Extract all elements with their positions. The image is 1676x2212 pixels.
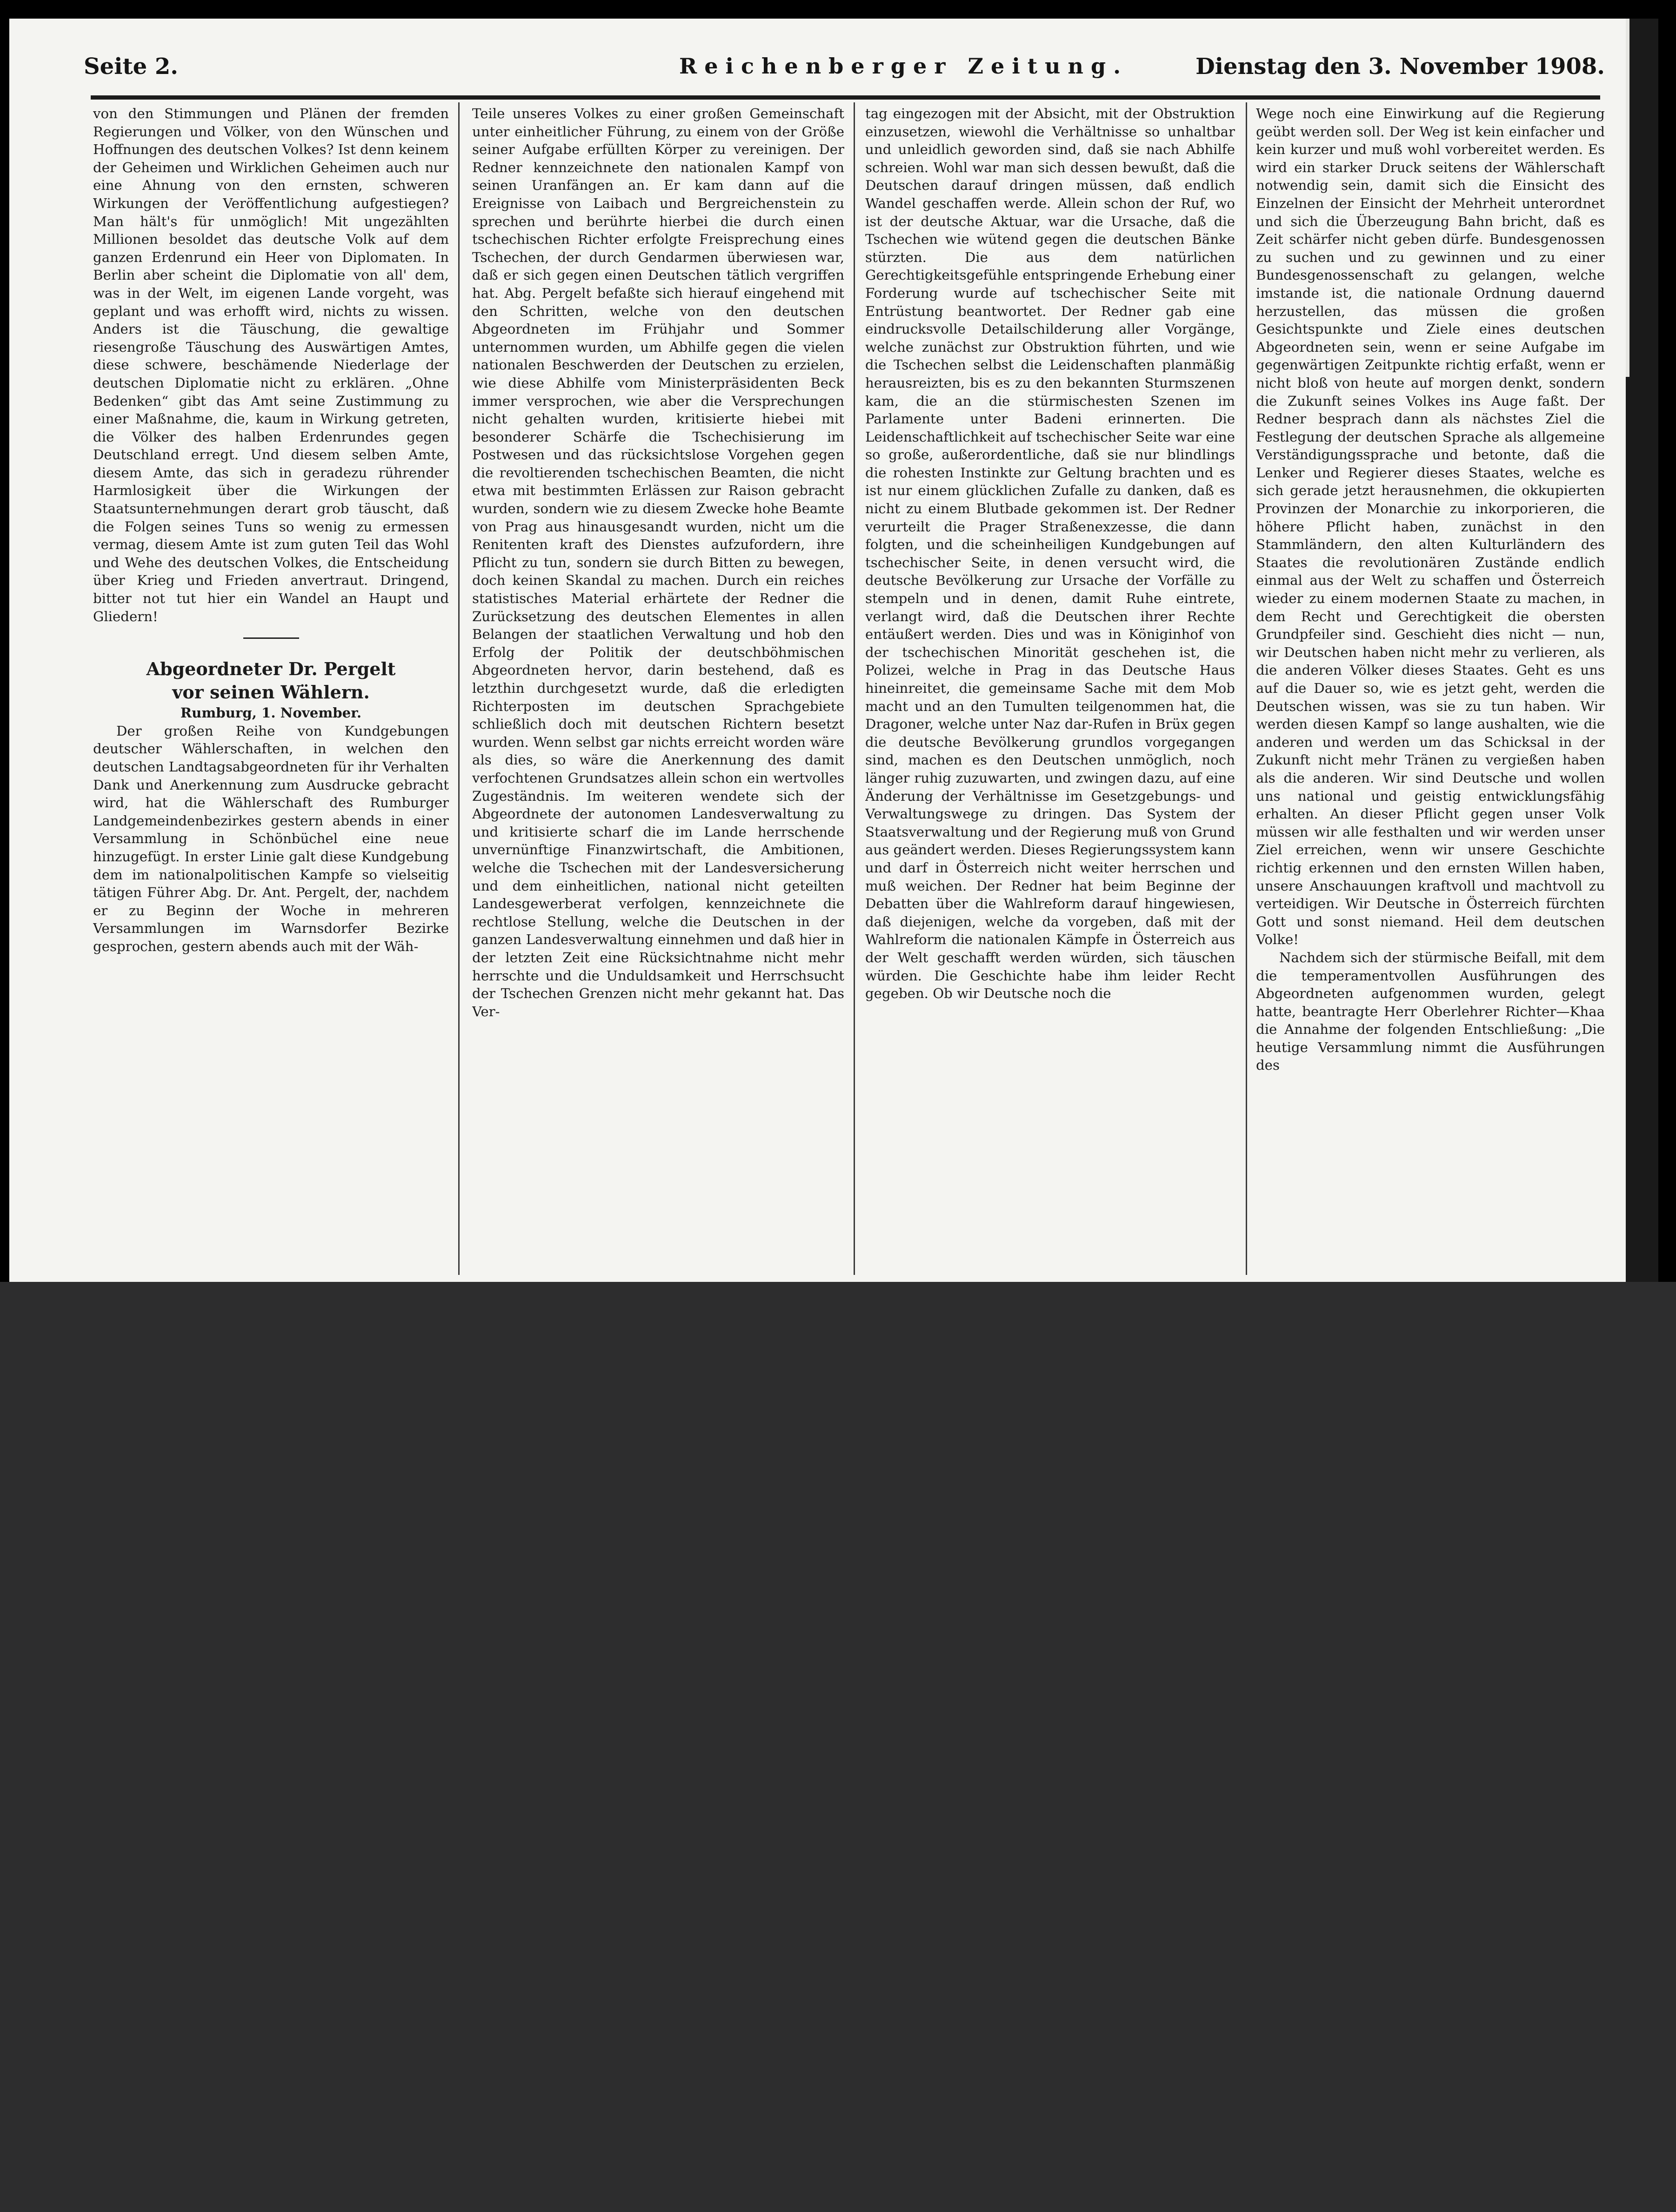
article-column-3 [865,105,1235,1268]
article-text: Der großen Reihe von Kundgebungen deutscher Wählerschaften, in welchen den deutschen Landtagsabgeordneten für ihr Verhalten Dank und Anerkennung zum Ausdrucke gebracht wird, hat die Wählerschaft des Rumburger Landgemeindenbezirkes gestern abends in einer Versammlung in Schönbüchel eine neue hinzugefügt. In erster Linie galt diese Kundgebung dem im nationalpolitischen Kampfe so vielseitig tätigen Führer Abg. Dr. Ant. Pergelt, der, nachdem er zu Beginn der Woche in mehreren Versammlungen im Warnsdorfer Bezirke gesprochen, gestern abends auch mit der Wäh- [93,723,449,954]
article-text: tag eingezogen mit der Absicht, mit der Obstruktion einzusetzen, wiewohl die Verhältnisse so unhaltbar und unleidlich geworden sind, daß sie nach Abhilfe schreien. Wohl war man sich dessen bewußt, daß die Deutschen darauf dringen müssen, daß endlich Wandel geschaffen werde. Allein schon der Ruf, wo ist der deutsche Aktuar, war die Ursache, daß die Tschechen wie wütend gegen die deutschen Bänke stürzten. Die aus dem natürlichen Gerechtigkeitsgefühle entspringende Erhebung einer Forderung wurde auf tschechischer Seite mit Entrüstung beantwortet. Der Redner gab eine eindrucksvolle Detailschilderung aller Vorgänge, welche zunächst zur Obstruktion führten, und wie die Tschechen selbst die Leidenschaften planmäßig herausreizten, bis es zu den bekannten Sturmszenen kam, die an die stürmischesten Szenen im Parlamente unter Badeni erinnerten. Die Leidenschaftlichkeit auf tschechischer Seite war eine so große, außerordentliche, daß sie nur blindlings die rohesten Instinkte zur Geltung brachten und es ist nur einem glücklichen Zufalle zu danken, daß es nicht zu einem Blutbade gekommen ist. Der Redner verurteilt die Prager Straßenexzesse, die dann folgten, und die scheinheiligen Kundgebungen auf tschechischer Seite, in denen versucht wird, die deutsche Bevölkerung zur Ursache der Vorfälle zu stempeln und in denen, damit Ruhe eintrete, verlangt wird, daß die Deutschen ihrer Rechte entäußert werden. Dies und was in Königinhof von der tschechischen Minorität geschehen ist, die Polizei, welche in Prag in das Deutsche Haus hineinreitet, die gemeinsame Sache mit dem Mob macht und an den Tumulten teilgenommen hat, die Dragoner, welche unter Naz dar-Rufen in Brüx gegen die deutsche Bevölkerung grundlos vorgegangen sind, machen es den Deutschen unmöglich, noch länger ruhig zuzuwarten, und zwingen dazu, auf eine Änderung der Verhältnisse im Gesetzgebungs- und Verwaltungswege zu dringen. Das System der Staatsverwaltung und der Regierung muß von Grund aus geändert werden. Dieses Regierungssystem kann und darf in Österreich nicht weiter herrschen und muß weichen. Der Redner hat beim Beginne der Debatten über die Wahlreform darauf hingewiesen, daß diejenigen, welche da vorgeben, daß mit der Wahlreform die nationalen Kämpfe in Österreich aus der Welt geschafft werden würden, sich täuschen würden. Die Geschichte habe ihm leider Recht gegeben. Ob wir Deutsche noch die [865,106,1235,1002]
article-column-4 [1256,105,1605,1268]
article-column-2 [472,105,844,1268]
page-number: Seite 2. [84,54,178,80]
article-text: von den Stimmungen und Plänen der fremden Regierungen und Völker, von den Wünschen und Hoffnungen des deutschen Volkes? Ist denn keinem der Geheimen und Wirklichen Geheimen auch nur eine Ahnung von den ernsten, schweren Wirkungen der Veröffentlichung aufgestiegen? Man hält's für unmöglich! Mit ungezählten Millionen besoldet das deutsche Volk auf dem ganzen Erdenrund ein Heer von Diplomaten. In Berlin aber scheint die Diplomatie von all' dem, was in der Welt, im eigenen Lande vorgeht, was geplant und was erhofft wird, nichts zu wissen. Anders ist die Täuschung, die gewaltige riesengroße Täuschung des Auswärtigen Amtes, diese schwere, beschämende Niederlage der deutschen Diplomatie nicht zu erklären. „Ohne Bedenken“ gibt das Amt seine Zustimmung zu einer Maßnahme, die, kaum in Wirkung getreten, die Völker des halben Erdenrundes gegen Deutschland erregt. Und diesem selben Amte, diesem Amte, das sich in geradezu rührender Harmlosigkeit über die Wirkungen der Staatsunternehmungen derart grob täuscht, daß die Folgen seines Tuns so wenig zu ermessen vermag, diesem Amte ist zum guten Teil das Wohl und Wehe des deutschen Volkes, die Entscheidung über Krieg und Frieden anvertraut. Dringend, bitter not tut hier ein Wandel an Haupt und Gliedern! [93,106,449,624]
column-divider [458,102,460,1275]
scan-background [0,1282,1676,2212]
article-text: Nachdem sich der stürmische Beifall, mit dem die temperamentvollen Ausführungen des Abgeordneten aufgenommen wurden, gelegt hatte, beantragte Herr Oberlehrer Richter—Khaa die Annahme der folgenden Entschließung: „Die heutige Versammlung nimmt die Ausführungen des [1256,949,1605,1073]
article-heading-2: vor seinen Wählern. [172,682,370,703]
article-text: Wege noch eine Einwirkung auf die Regierung geübt werden soll. Der Weg ist kein einfacher und kein kurzer und muß wohl vorbereitet werden. Es wird ein starker Druck seitens der Wählerschaft notwendig sein, damit sich die Einsicht des Einzelnen der Einsicht der Mehrheit unterordnet und sich die Überzeugung Bahn bricht, daß es Zeit schärfer nicht geben dürfe. Bundesgenossen zu suchen und zu gewinnen und zu einer Bundesgenossenschaft zu gelangen, welche imstande ist, die nationale Ordnung dauernd herzustellen, das müssen die großen Gesichtspunkte und Ziele eines deutschen Abgeordneten sein, wenn er seine Aufgabe im gegenwärtigen Zeitpunkte richtig erfaßt, wenn er nicht bloß von heute auf morgen denkt, sondern die Zukunft seines Volkes ins Auge faßt. Der Redner besprach dann als nächstes Ziel die Festlegung der deutschen Sprache als allgemeine Verständigungssprache und betonte, daß die Lenker und Regierer dieses Staates, welche es sich gerade jetzt herausnehmen, die okkupierten Provinzen der Monarchie zu inkorporieren, die höhere Pflicht haben, zunächst in den Stammländern, den alten Kulturländern des Staates die revolutionären Zustände endlich einmal aus der Welt zu schaffen und Österreich wieder zu einem modernen Staate zu machen, in dem Recht und Gerechtigkeit die obersten Grundpfeiler sind. Geschieht dies nicht — nun, wir Deutschen haben nicht mehr zu verlieren, als die anderen Völker dieses Staates. Geht es uns auf die Dauer so, wie es jetzt geht, werden die Deutschen wissen, was sie zu tun haben. Wir werden diesen Kampf so lange aushalten, wie die anderen und werden um das Schicksal in der Zukunft nicht mehr Tränen zu vergießen haben als die anderen. Wir sind Deutsche und wollen uns national und geistig entwicklungsfähig erhalten. An dieser Pflicht gegen unser Volk müssen wir alle festhalten und wir werden unser Ziel erreichen, wenn wir unsere Geschichte richtig erkennen und den ernsten Willen haben, unsere Anschauungen kraftvoll und machtvoll zu verteidigen. Wir Deutsche in Österreich fürchten Gott und sonst niemand. Heil dem deutschen Volke! [1256,106,1605,948]
sheet-edge [1626,19,1658,1282]
article-column-1 [93,105,449,1268]
article-heading: Abgeordneter Dr. Pergelt [146,658,396,680]
column-divider [854,102,855,1275]
article-dateline: Rumburg, 1. November. [180,705,362,721]
page-header [84,54,1605,91]
article-separator [243,637,299,639]
issue-date: Dienstag den 3. November 1908. [1195,54,1605,80]
article-text: Teile unseres Volkes zu einer großen Gemeinschaft unter einheitlicher Führung, zu einem von der Größe seiner Aufgabe erfüllten Körper zu vereinigen. Der Redner kennzeichnete den nationalen Kampf von seinen Uranfängen an. Er kam dann auf die Ereignisse von Laibach und Bergreichenstein zu sprechen und berührte hierbei die durch einen tschechischen Richter erfolgte Freisprechung eines Tschechen, der durch Gendarmen überwiesen war, daß er sich gegen einen Deutschen tätlich vergriffen hat. Abg. Pergelt befaßte sich hierauf eingehend mit den Schritten, welche von den deutschen Abgeordneten im Frühjahr und Sommer unternommen wurden, um Abhilfe gegen die vielen nationalen Beschwerden der Deutschen zu erzielen, wie diese Abhilfe vom Ministerpräsidenten Beck immer versprochen, wie aber die Versprechungen nicht gehalten wurden, kritisierte hiebei mit besonderer Schärfe die Tschechisierung im Postwesen und das rücksichtslose Vorgehen gegen die revoltierenden tschechischen Beamten, die nicht etwa mit bestimmten Erlässen zur Raison gebracht wurden, sondern wie zu diesem Zwecke hohe Beamte von Prag aus hinausgesandt wurden, nicht um die Renitenten kraft des Dienstes aufzufordern, ihre Pflicht zu tun, sondern sie durch Bitten zu bewegen, doch keinen Skandal zu machen. Durch ein reiches statistisches Material erhärtete der Redner die Zurücksetzung des deutschen Elementes in allen Belangen der staatlichen Verwaltung und hob den Erfolg der Politik der deutschböhmischen Abgeordneten hervor, darin bestehend, daß es letzthin durchgesetzt wurde, daß die erledigten Richterposten im deutschen Sprachgebiete schließlich doch mit deutschen Richtern besetzt wurden. Wenn selbst gar nichts erreicht worden wäre als dies, so wäre die Anerkennung des damit verfochtenen Grundsatzes allein schon ein wertvolles Zugeständnis. Im weiteren wendete sich der Abgeordnete der autonomen Landesverwaltung zu und kritisierte scharf die im Lande herrschende unvernünftige Finanzwirtschaft, die Ambitionen, welche die Tschechen mit der Landesversicherung und dem einheitlichen, national nicht geteilten Landesgewerberat verfolgen, kennzeichnete die rechtlose Stellung, welche die Deutschen in der ganzen Landesverwaltung einnehmen und daß hier in der letzten Zeit eine Rücksichtnahme nicht mehr herrschte und die Unduldsamkeit und Herrschsucht der Tschechen Grenzen nicht mehr gekannt hat. Das Ver- [472,106,844,1019]
masthead-title: Reichenberger Zeitung. [679,54,1128,79]
header-rule [91,95,1600,100]
column-divider [1246,102,1247,1275]
